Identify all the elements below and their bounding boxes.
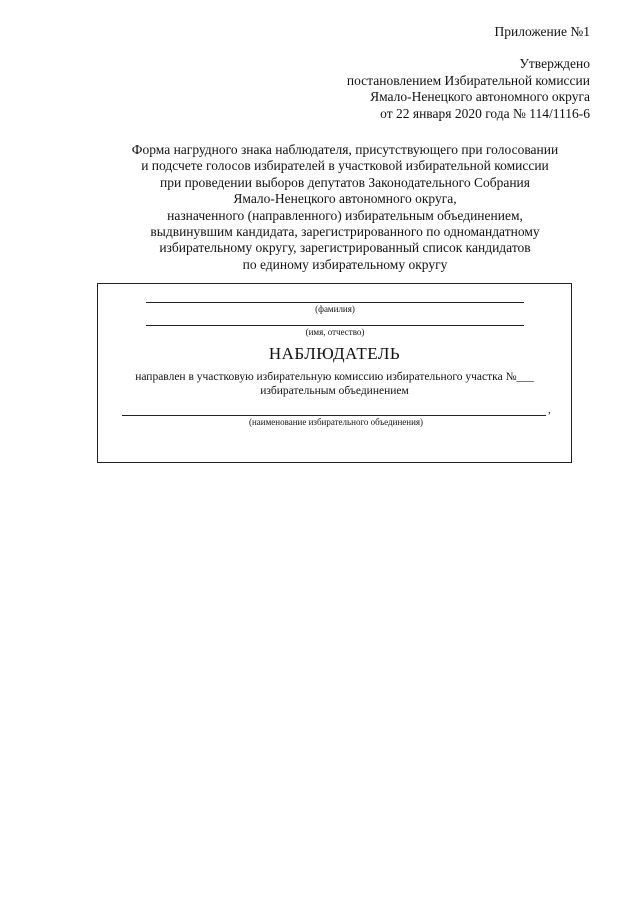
approval-line: постановлением Избирательной комиссии — [346, 72, 590, 88]
badge-title: НАБЛЮДАТЕЛЬ — [268, 344, 401, 363]
association-line — [122, 415, 546, 416]
heading-line: выдвинувшим кандидата, зарегистрированного по одномандатному — [150, 224, 540, 240]
surname-line — [146, 302, 524, 303]
association-comma: , — [548, 404, 551, 416]
heading-line: избирательному округу, зарегистрированный список кандидатов — [159, 240, 531, 256]
name-line — [146, 325, 524, 326]
observer-badge-form — [97, 283, 572, 463]
sent-line: направлен в участковую избирательную комиссию избирательного участка №___ — [135, 371, 534, 383]
heading-line: назначенного (направленного) избирательным объединением, — [167, 207, 523, 223]
approval-block — [347, 56, 590, 122]
approval-line: от 22 января 2020 года № 114/1116-6 — [380, 105, 590, 121]
heading-line: при проведении выборов депутатов Законодательного Собрания — [160, 174, 530, 190]
heading-line: Форма нагрудного знака наблюдателя, присутствующего при голосовании — [131, 142, 559, 157]
form-heading — [90, 142, 600, 273]
surname-caption: (фамилия) — [315, 304, 355, 314]
appendix-number: Приложение №1 — [494, 24, 590, 39]
sent-line: избирательным объединением — [260, 385, 409, 397]
approval-line: Утверждено — [519, 56, 590, 71]
sent-text — [98, 370, 571, 398]
name-caption: (имя, отчество) — [305, 327, 365, 337]
heading-line: Ямало-Ненецкого автономного округа, — [233, 191, 457, 207]
association-caption: (наименование избирательного объединения) — [248, 417, 424, 427]
heading-line: по единому избирательному округу — [242, 256, 448, 272]
approval-line: Ямало-Ненецкого автономного округа — [370, 89, 590, 104]
heading-line: и подсчете голосов избирателей в участковой избирательной комиссии — [141, 158, 549, 174]
